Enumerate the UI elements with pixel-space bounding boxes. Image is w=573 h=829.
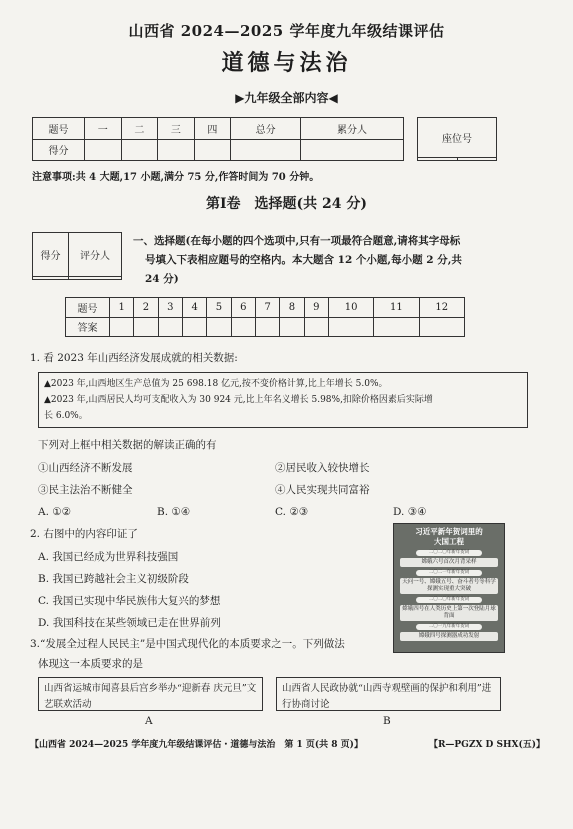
q1-stem: 1. 看 2023 年山西经济发展成就的相关数据:: [30, 352, 238, 364]
q1-option-b[interactable]: B. ①④: [157, 506, 191, 518]
question-number: 1: [110, 298, 134, 318]
score-header-cell: 三: [158, 118, 195, 140]
section-instructions: [133, 232, 513, 289]
question-number: 9: [304, 298, 328, 318]
answer-cell[interactable]: [134, 317, 158, 337]
q1-box-line: ▲2023 年,山西地区生产总值为 25 698.18 亿元,按不变价格计算,比上年增长 5.0%。: [44, 379, 388, 389]
q1-box-line: ▲2023 年,山西居民人均可支配收入为 30 924 元,比上年名义增长 5.98%,扣除价格因素后实际增: [44, 395, 433, 405]
answer-cell[interactable]: [207, 317, 231, 337]
seat-number-cell[interactable]: [418, 158, 458, 161]
q3-label-a: A: [145, 715, 153, 727]
figure-title-line: 习近平新年贺词里的: [415, 527, 483, 536]
q1-item: ②居民收入较快增长: [275, 462, 370, 474]
q1-data-box: [38, 372, 528, 428]
answer-cell[interactable]: [255, 317, 279, 337]
score-header-cell: 一: [85, 118, 122, 140]
figure-entry-year: 二〇一九年新年贺词: [416, 624, 482, 630]
answer-cell[interactable]: [231, 317, 255, 337]
q2-option-a[interactable]: A. 我国已经成为世界科技强国: [38, 551, 179, 563]
q2-option-d[interactable]: D. 我国科技在某些领域已走在世界前列: [38, 617, 221, 629]
exam-notice: 注意事项:共 4 大题,17 小题,满分 75 分,作答时间为 70 分钟。: [32, 172, 320, 183]
answer-cell[interactable]: [419, 317, 464, 337]
grader-name-cell[interactable]: [68, 277, 121, 280]
score-cell[interactable]: [194, 139, 231, 161]
q1-item: ①山西经济不断发展: [38, 462, 133, 474]
question-number: 12: [419, 298, 464, 318]
question-number: 10: [328, 298, 373, 318]
exam-title: 山西省 2024—2025 学年度九年级结课评估: [128, 22, 445, 40]
answer-row-label: 答案: [66, 317, 110, 337]
page-footer: [30, 737, 545, 750]
q3-label-b: B: [383, 715, 391, 727]
score-cell[interactable]: [300, 139, 403, 161]
figure-entry-text: 嫦娥六号首次月背采样: [400, 558, 498, 567]
answer-cell[interactable]: [182, 317, 206, 337]
q1-box-line: 长 6.0%。: [44, 411, 88, 421]
scope-label: ▶九年级全部内容◀: [235, 91, 338, 105]
answer-number-row: [66, 298, 465, 318]
q1-option-c[interactable]: C. ②③: [275, 506, 309, 518]
q3-option-a-box[interactable]: 山西省运城市闻喜县后宫乡举办“迎新春 庆元旦”文艺联欢活动: [38, 677, 263, 711]
score-header-cell: 四: [194, 118, 231, 140]
figure-entry-text: 嫦娥四号在人类历史上第一次登陆月球背面: [400, 605, 498, 621]
question-number: 7: [255, 298, 279, 318]
answer-cell[interactable]: [158, 317, 182, 337]
answer-row-label: 题号: [66, 298, 110, 318]
figure-title-line: 大国工程: [434, 537, 464, 546]
footer-left: 【山西省 2024—2025 学年度九年级结课评估・道德与法治 第 1 页(共 8 页)】: [30, 740, 363, 750]
score-cell[interactable]: [85, 139, 122, 161]
answer-row: [66, 317, 465, 337]
question-number: 3: [158, 298, 182, 318]
score-header-cell: 累分人: [300, 118, 403, 140]
q1-item: ③民主法治不断健全: [38, 484, 133, 496]
q1-prompt: 下列对上框中相关数据的解读正确的有: [38, 439, 217, 451]
figure-entry-year: 二〇二一年新年贺词: [416, 570, 482, 576]
score-table-header-row: [33, 118, 404, 140]
answer-table: [65, 297, 465, 337]
q1-option-a[interactable]: A. ①②: [38, 506, 72, 518]
figure-entry-year: 二〇二〇年新年贺词: [416, 597, 482, 603]
q1-item: ④人民实现共同富裕: [275, 484, 370, 496]
subject-title: 道德与法治: [221, 50, 352, 76]
q3-stem-line: 体现这一本质要求的是: [38, 658, 143, 670]
score-cell[interactable]: [121, 139, 158, 161]
instr-line: 一、选择题(在每小题的四个选项中,只有一项最符合题意,请将其字母标: [133, 235, 461, 247]
grader-table: [32, 232, 122, 280]
q1-option-d[interactable]: D. ③④: [393, 506, 427, 518]
seat-number-label: 座位号: [418, 118, 497, 158]
q3-stem-line: 3.“发展全过程人民民主”是中国式现代化的本质要求之一。下列做法: [30, 638, 345, 650]
score-header-cell: 总分: [231, 118, 301, 140]
question-number: 4: [182, 298, 206, 318]
score-header-cell: 题号: [33, 118, 85, 140]
seat-number-table: [417, 117, 497, 161]
answer-cell[interactable]: [374, 317, 419, 337]
question-number: 6: [231, 298, 255, 318]
question-number: 2: [134, 298, 158, 318]
section-title: 第Ⅰ卷 选择题(共 24 分): [205, 196, 368, 212]
score-row-label: 得分: [33, 139, 85, 161]
question-number: 5: [207, 298, 231, 318]
score-table: [32, 117, 404, 161]
score-cell[interactable]: [158, 139, 195, 161]
answer-cell[interactable]: [328, 317, 373, 337]
footer-right: 【R—PGZX D SHX(五)】: [428, 740, 545, 750]
grader-label-grader: 评分人: [68, 233, 121, 277]
q3-option-b-box[interactable]: 山西省人民政协就“山西寺观壁画的保护和利用”进行协商讨论: [276, 677, 501, 711]
grader-label-score: 得分: [33, 233, 69, 277]
score-table-score-row: [33, 139, 404, 161]
question-number: 8: [280, 298, 304, 318]
instr-line: 24 分): [145, 273, 179, 285]
q2-option-c[interactable]: C. 我国已实现中华民族伟大复兴的梦想: [38, 595, 221, 607]
q2-figure-poster: [393, 523, 505, 653]
score-cell[interactable]: [231, 139, 301, 161]
figure-entry-year: 二〇二〇年新年贺词: [416, 550, 482, 556]
answer-cell[interactable]: [304, 317, 328, 337]
q2-option-b[interactable]: B. 我国已跨越社会主义初级阶段: [38, 573, 189, 585]
q2-stem: 2. 右图中的内容印证了: [30, 528, 138, 540]
question-number: 11: [374, 298, 419, 318]
figure-entry-text: 嫦娥四号探测器成功发射: [400, 632, 498, 641]
answer-cell[interactable]: [110, 317, 134, 337]
instr-line: 号填入下表相应题号的空格内。本大题含 12 个小题,每小题 2 分,共: [145, 254, 462, 266]
answer-cell[interactable]: [280, 317, 304, 337]
grader-score-cell[interactable]: [33, 277, 69, 280]
figure-entry-text: 天问一号、嫦娥五号、奋斗者号等科学探测实现重大突破: [400, 578, 498, 594]
score-header-cell: 二: [121, 118, 158, 140]
seat-number-cell[interactable]: [457, 158, 497, 161]
